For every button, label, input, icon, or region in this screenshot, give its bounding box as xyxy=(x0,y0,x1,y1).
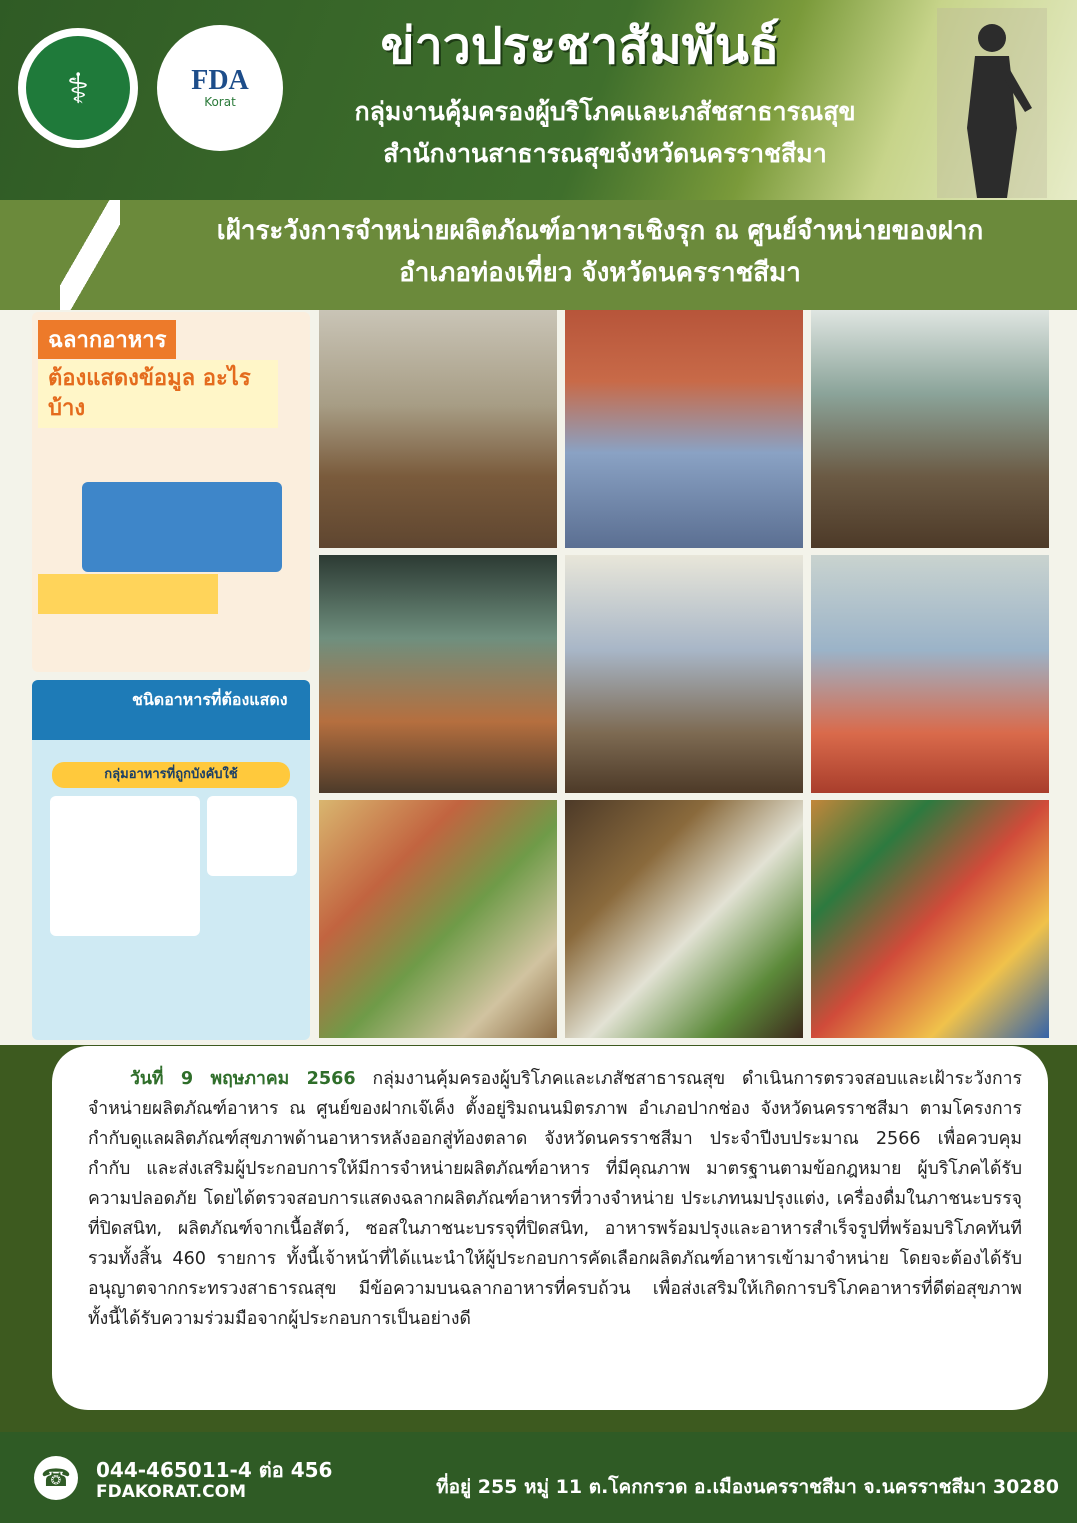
sample-label-illustration xyxy=(82,482,282,572)
provincial-health-office-logo xyxy=(18,28,138,148)
banner-stripe xyxy=(60,200,120,310)
address: ที่อยู่ 255 หมู่ 11 ต.โคกกรวด อ.เมืองนครราชสีมา จ.นครราชสีมา 30280 xyxy=(436,1476,1059,1498)
document-review-photo xyxy=(565,555,803,793)
fda-logo-text: FDA xyxy=(191,65,249,96)
inspection-photo xyxy=(319,555,557,793)
department-name: กลุ่มงานคุ้มครองผู้บริโภคและเภสัชสาธารณสุข xyxy=(354,97,856,126)
fda-korat-logo xyxy=(160,28,280,148)
page-title: ข่าวประชาสัมพันธ์ xyxy=(380,17,780,75)
article-date: วันที่ 9 พฤษภาคม 2566 xyxy=(130,1069,356,1089)
shop-inspection-photo xyxy=(811,555,1049,793)
fda-logo-sub: Korat xyxy=(204,95,236,109)
statue-image xyxy=(937,8,1047,198)
headline-line2: อำเภอท่องเที่ยว จังหวัดนครราชสีมา xyxy=(399,258,801,288)
poster-list-panel xyxy=(50,796,200,936)
headline-line1: เฝ้าระวังการจำหน่ายผลิตภัณฑ์อาหารเชิงรุก ณ ศูนย์จำหน่ายของฝาก xyxy=(216,216,984,246)
header xyxy=(0,0,1077,200)
phone-number[interactable]: 044-465011-4 ต่อ 456 xyxy=(96,1458,333,1482)
footer xyxy=(0,1432,1077,1523)
article-body xyxy=(88,1064,1022,1334)
poster-title: ชนิดอาหารที่ต้องแสดง xyxy=(132,690,288,709)
poster-group-bar: กลุ่มอาหารที่ถูกบังคับใช้ xyxy=(52,762,290,788)
food-label-poster xyxy=(32,312,310,672)
headline-banner xyxy=(0,200,1077,310)
snacks-photo xyxy=(811,800,1049,1038)
office-name: สำนักงานสาธารณสุขจังหวัดนครราชสีมา xyxy=(383,139,827,168)
poster-title: ฉลากอาหาร xyxy=(38,320,176,359)
poster-list-panel-2 xyxy=(207,796,297,876)
website-link[interactable]: FDAKORAT.COM xyxy=(96,1482,246,1502)
meeting-photo xyxy=(319,310,557,548)
caduceus-icon: ⚕ xyxy=(26,36,130,140)
meeting-photo-2 xyxy=(811,310,1049,548)
poster-subtitle: ต้องแสดงข้อมูล อะไรบ้าง xyxy=(38,360,278,428)
gda-label-poster xyxy=(32,680,310,1040)
poster-warning-strip xyxy=(38,574,218,614)
article-text: กลุ่มงานคุ้มครองผู้บริโภคและเภสัชสาธารณสุข ดำเนินการตรวจสอบและเฝ้าระวังการจำหน่ายผลิตภัณฑ์อาหาร ณ ศูนย์ของฝากเจ๊เค็ง ตั้งอยู่ริมถนนมิตรภาพ อำเภอปากช่อง จังหวัดนครราชสีมา ตามโครงการกำกับดูแลผลิตภัณฑ์สุขภาพด้านอาหารหลังออกสู่ท้องตลาด จังหวัดนครราชสีมา ประจำปีงบประมาณ 2566 เพื่อควบคุม กำกับ และส่งเสริมผู้ประกอบการให้มีการจำหน่ายผลิตภัณฑ์อาหาร ที่มีคุณภาพ มาตรฐานตามข้อกฎหมาย ผู้บริโภคได้รับความปลอดภัย โดยได้ตรวจสอบการแสดงฉลากผลิตภัณฑ์อาหารที่วางจำหน่าย ประเภทนมปรุงแต่ง, เครื่องดื่มในภาชนะบรรจุที่ปิดสนิท, ผลิตภัณฑ์จากเนื้อสัตว์, ซอสในภาชนะบรรจุที่ปิดสนิท, อาหารพร้อมปรุงและอาหารสำเร็จรูปที่พร้อมบริโภคทันที รวมทั้งสิ้น 460 รายการ ทั้งนี้เจ้าหน้าที่ได้แนะนำให้ผู้ประกอบการคัดเลือกผลิตภัณฑ์อาหารเข้ามาจำหน่าย โดยจะต้องได้รับอนุญาตจากกระทรวงสาธารณสุข มีข้อความบนฉลากอาหารที่ครบถ้วน เพื่อส่งเสริมให้เกิดการบริโภคอาหารที่ดีต่อสุขภาพ ทั้งนี้ได้รับความร่วมมือจากผู้ประกอบการเป็นอย่างดี xyxy=(88,1069,1023,1329)
phone-icon: ☎ xyxy=(34,1456,78,1500)
group-photo xyxy=(565,310,803,548)
bottles-photo xyxy=(565,800,803,1038)
article-box xyxy=(52,1046,1048,1410)
products-photo xyxy=(319,800,557,1038)
